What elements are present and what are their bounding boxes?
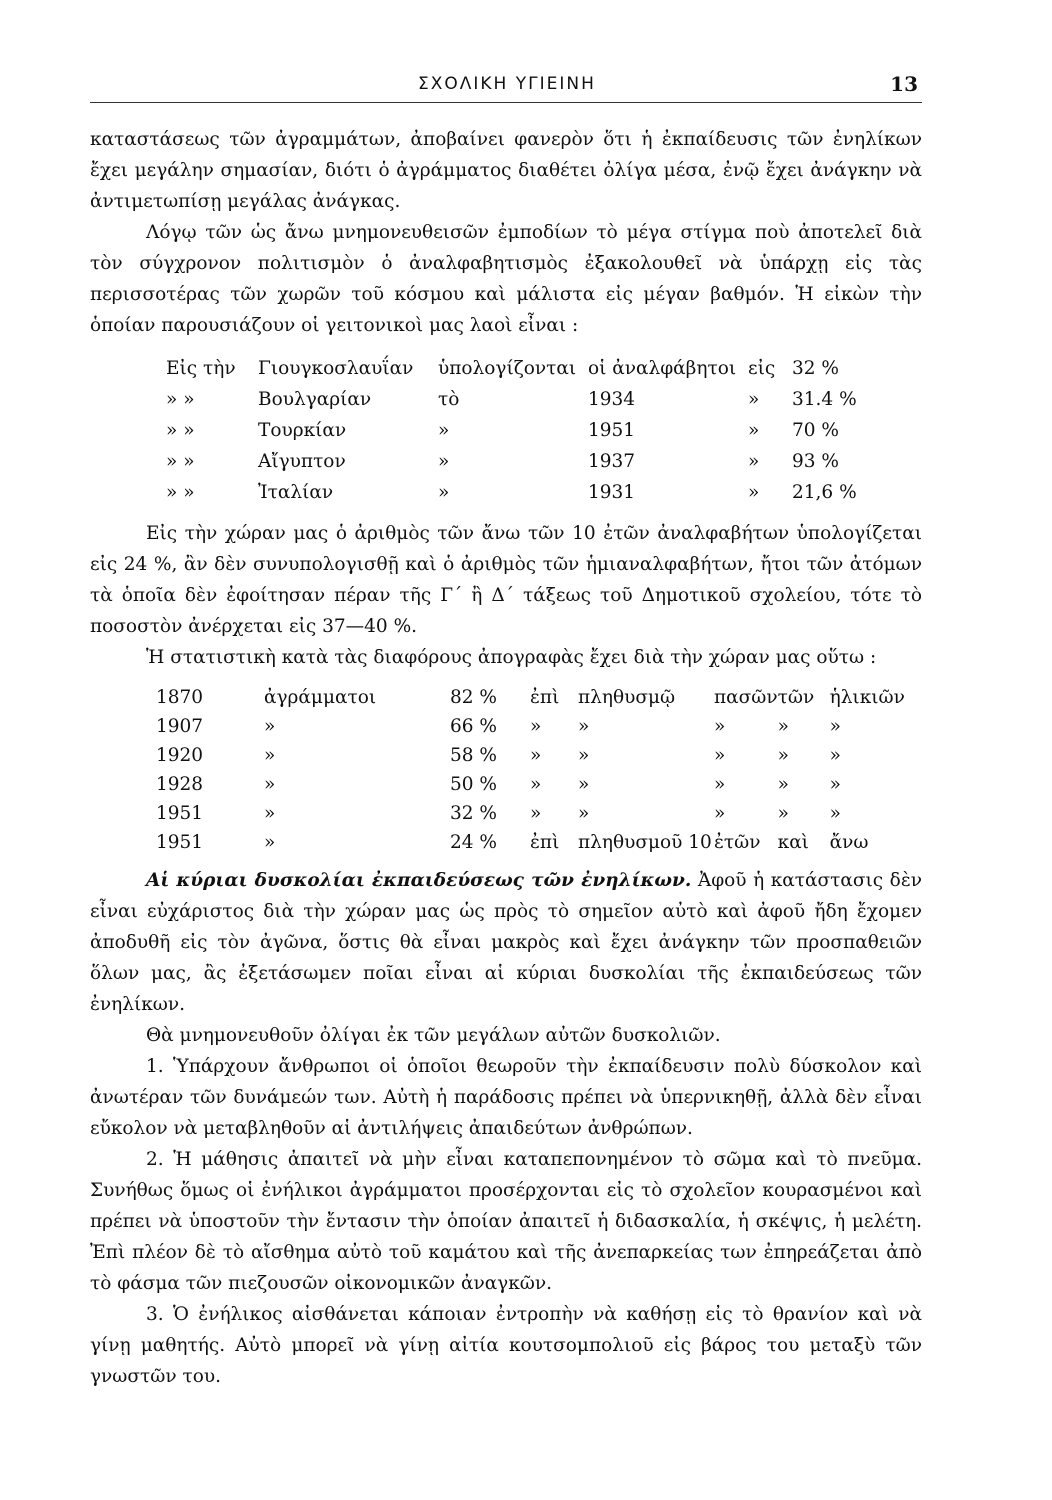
table-cell: » »: [166, 420, 195, 441]
table-cell: 66 %: [450, 716, 497, 737]
table-cell: »: [829, 745, 841, 766]
table-cell: 31.4 %: [792, 389, 857, 410]
table-cell: »: [829, 774, 841, 795]
table-row: [166, 477, 872, 508]
table-cell: πασῶν: [714, 687, 778, 708]
table-row: [156, 828, 910, 857]
table-cell: 1907: [156, 716, 204, 737]
table-cell: Εἰς τὴν: [166, 358, 236, 379]
table-cell: 1937: [588, 451, 636, 472]
table-cell: Γιουγκοσλαυΐαν: [258, 358, 414, 379]
table-cell: »: [438, 451, 450, 472]
table-cell: »: [264, 774, 276, 795]
table-cell: 24 %: [450, 832, 497, 853]
table-cell: 1951: [588, 420, 636, 441]
table-cell: »: [829, 716, 841, 737]
table-cell: » »: [166, 389, 195, 410]
table-row: [156, 712, 910, 741]
paragraph: Ἡ στατιστικὴ κατὰ τὰς διαφόρους ἀπογραφὰς ἔχει διὰ τὴν χώραν μας οὕτω :: [146, 647, 877, 668]
table-row: [166, 384, 872, 415]
table-cell: ἡλικιῶν: [829, 687, 905, 708]
paragraph: Λόγῳ τῶν ὡς ἄνω μνημονευθεισῶν ἐμποδίων τὸ μέγα στίγμα ποὺ ἀποτελεῖ διὰ τὸν σύγχρονον πολιτισμὸν ὁ ἀναλφαβητισμὸς ἐξακολουθεῖ νὰ ὑπάρχῃ εἰς τὰς περισσοτέρας τῶν χωρῶν τοῦ κόσμου καὶ μάλιστα εἰς μέγαν βαθμόν. Ἡ εἰκὼν τὴν ὁποίαν παρουσιάζουν οἱ γειτονικοὶ μας λαοὶ εἶναι :: [90, 222, 922, 336]
table-cell: τῶν: [777, 687, 815, 708]
table-cell: »: [578, 745, 590, 766]
table-cell: 1920: [156, 745, 204, 766]
running-head: ΣΧΟΛΙΚΗ ΥΓΙΕΙΝΗ: [418, 74, 596, 94]
table-cell: τὸ: [438, 389, 460, 410]
paragraph: 1. Ὑπάρχουν ἄνθρωποι οἱ ὁποῖοι θεωροῦν τὴν ἐκπαίδευσιν πολὺ δύσκολον καὶ ἀνωτέραν τῶν δυνάμεών των. Αὐτὴ ἡ παράδοσις πρέπει νὰ ὑπερνικηθῇ, ἀλλὰ δὲν εἶναι εὔκολον νὰ μεταβληθοῦν αἱ ἀντιλήψεις ἀπαιδεύτων ἀνθρώπων.: [90, 1056, 922, 1139]
table-cell: »: [777, 803, 789, 824]
paragraph: καταστάσεως τῶν ἀγραμμάτων, ἀποβαίνει φανερὸν ὅτι ἡ ἐκπαίδευσις τῶν ἐνηλίκων ἔχει μεγάλην σημασίαν, διότι ὁ ἀγράμματος διαθέτει ὀλίγα μέσα, ἐνῷ ἔχει ἀνάγκην νὰ ἀντιμετωπίσῃ μεγάλας ἀνάγκας.: [90, 129, 922, 212]
table-row: [156, 683, 910, 712]
paragraph: 3. Ὁ ἐνήλικος αἰσθάνεται κάποιαν ἐντροπὴν νὰ καθήσῃ εἰς τὸ θρανίον καὶ νὰ γίνῃ μαθητής. Αὐτὸ μπορεῖ νὰ γίνῃ αἰτία κουτσομπολιοῦ εἰς βάρος του μεταξὺ τῶν γνωστῶν του.: [90, 1304, 922, 1387]
table-cell: »: [714, 745, 726, 766]
table-cell: »: [438, 420, 450, 441]
table-cell: καὶ: [777, 832, 809, 853]
neighbors-illiteracy-table: [166, 353, 872, 508]
table-cell: » »: [166, 451, 195, 472]
table-cell: 32 %: [450, 803, 497, 824]
header-rule: [90, 102, 922, 103]
table-cell: 1928: [156, 774, 204, 795]
table-cell: ἄνω: [829, 832, 869, 853]
table-cell: »: [748, 451, 760, 472]
table-cell: 21,6 %: [792, 482, 857, 503]
table-row: [166, 446, 872, 477]
table-cell: »: [578, 774, 590, 795]
table-cell: »: [530, 716, 542, 737]
table-cell: πληθυσμῷ: [578, 687, 676, 708]
table-cell: »: [264, 832, 276, 853]
table-cell: 1951: [156, 803, 204, 824]
table-cell: 1934: [588, 389, 636, 410]
table-row: [166, 353, 872, 384]
table-cell: 58 %: [450, 745, 497, 766]
table-cell: »: [829, 803, 841, 824]
table-cell: Αἴγυπτον: [258, 451, 346, 472]
paragraph: 2. Ἡ μάθησις ἀπαιτεῖ νὰ μὴν εἶναι καταπεπονημένον τὸ σῶμα καὶ τὸ πνεῦμα. Συνήθως ὅμως οἱ ἐνήλικοι ἀγράμματοι προσέρχονται εἰς τὸ σχολεῖον κουρασμένοι καὶ πρέπει νὰ ὑποστοῦν τὴν ἔντασιν τὴν ὁποίαν ἀπαιτεῖ ἡ διδασκαλία, ἡ σκέψις, ἡ μελέτη. Ἐπὶ πλέον δὲ τὸ αἴσθημα αὐτὸ τοῦ καμάτου καὶ τῆς ἀνεπαρκείας των ἐπηρεάζεται ἀπὸ τὸ φάσμα τῶν πιεζουσῶν οἰκονομικῶν ἀναγκῶν.: [90, 1149, 922, 1294]
table-cell: 70 %: [792, 420, 839, 441]
table-cell: ἐτῶν: [714, 832, 761, 853]
page-header: [90, 70, 922, 100]
table-cell: »: [714, 716, 726, 737]
section-heading: Αἱ κύριαι δυσκολίαι ἐκπαιδεύσεως τῶν ἐνηλίκων.: [146, 870, 692, 891]
table-cell: »: [748, 389, 760, 410]
page-number: 13: [890, 72, 918, 96]
table-cell: πληθυσμοῦ 10: [578, 832, 712, 853]
paragraph-text: Ἀφοῦ ἡ κατάστασις δὲν εἶναι εὐχάριστος διὰ τὴν χώραν μας ὡς πρὸς τὸ σημεῖον αὐτὸ καὶ ἀφοῦ ἤδη ἔχομεν ἀποδυθῆ εἰς τὸν ἀγῶνα, ὅστις θὰ εἶναι μακρὸς καὶ ἔχει ἀνάγκην τῶν προσπαθειῶν ὅλων μας, ἂς ἐξετάσωμεν ποῖαι εἶναι αἱ κύριαι δυσκολίαι τῆς ἐκπαιδεύσεως τῶν ἐνηλίκων.: [90, 870, 922, 1015]
table-cell: »: [530, 774, 542, 795]
table-cell: »: [530, 803, 542, 824]
table-cell: » »: [166, 482, 195, 503]
table-row: [156, 741, 910, 770]
table-cell: εἰς: [748, 358, 776, 379]
table-cell: »: [714, 774, 726, 795]
paragraph: Εἰς τὴν χώραν μας ὁ ἀριθμὸς τῶν ἄνω τῶν 10 ἐτῶν ἀναλφαβήτων ὑπολογίζεται εἰς 24 %, ἂν δὲν συνυπολογισθῇ καὶ ὁ ἀριθμὸς τῶν ἡμιαναλφαβήτων, ἤτοι τῶν ἀτόμων τὰ ὁποῖα δὲν ἐφοίτησαν πέραν τῆς Γ΄ ἢ Δ΄ τάξεως τοῦ Δημοτικοῦ σχολείου, τότε τὸ ποσοστὸν ἀνέρχεται εἰς 37—40 %.: [90, 523, 922, 637]
table-cell: »: [777, 716, 789, 737]
paragraph: [90, 865, 922, 1020]
table-cell: 50 %: [450, 774, 497, 795]
table-cell: »: [530, 745, 542, 766]
census-table: [156, 683, 910, 857]
table-cell: ἐπὶ: [530, 832, 560, 853]
table-cell: Τουρκίαν: [258, 420, 347, 441]
table-cell: »: [264, 803, 276, 824]
table-row: [166, 415, 872, 446]
table-cell: 1951: [156, 832, 204, 853]
table-cell: 1870: [156, 687, 204, 708]
table-cell: 93 %: [792, 451, 839, 472]
table-cell: »: [264, 745, 276, 766]
table-cell: »: [578, 716, 590, 737]
table-cell: Ἰταλίαν: [258, 482, 334, 503]
table-cell: ἀγράμματοι: [264, 687, 377, 708]
table-cell: ἐπὶ: [530, 687, 560, 708]
table-cell: »: [438, 482, 450, 503]
table-cell: »: [578, 803, 590, 824]
table-cell: »: [748, 420, 760, 441]
table-cell: 1931: [588, 482, 636, 503]
table-row: [156, 770, 910, 799]
paragraph: Θὰ μνημονευθοῦν ὀλίγαι ἐκ τῶν μεγάλων αὐτῶν δυσκολιῶν.: [146, 1025, 721, 1046]
table-row: [156, 799, 910, 828]
table-cell: Βουλγαρίαν: [258, 389, 372, 410]
table-cell: ὑπολογίζονται: [438, 358, 577, 379]
table-cell: »: [777, 745, 789, 766]
table-cell: »: [777, 774, 789, 795]
table-cell: »: [264, 716, 276, 737]
table-cell: »: [748, 482, 760, 503]
table-cell: 82 %: [450, 687, 497, 708]
body-text: [90, 124, 922, 1392]
table-cell: 32 %: [792, 358, 839, 379]
table-cell: οἱ ἀναλφάβητοι: [588, 358, 737, 379]
table-cell: »: [714, 803, 726, 824]
